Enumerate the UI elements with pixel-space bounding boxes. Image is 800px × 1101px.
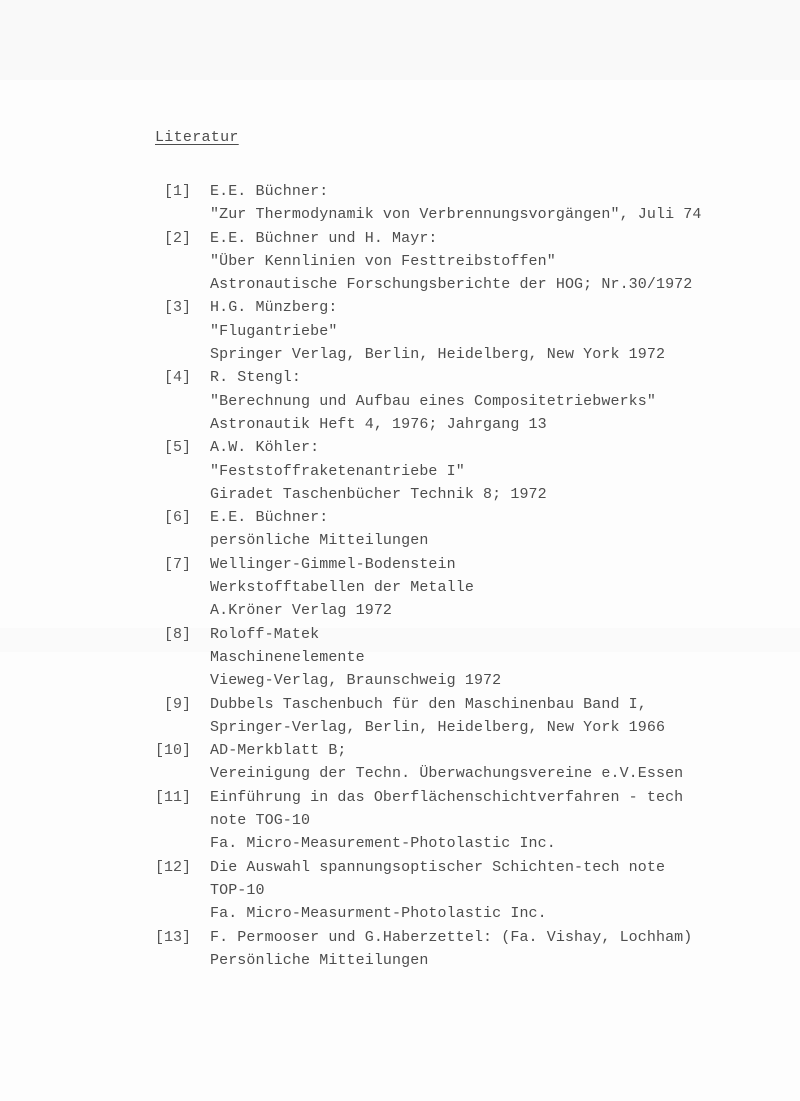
reference-line: "Flugantriebe" (210, 322, 338, 340)
reference-item (155, 296, 775, 366)
reference-list (155, 180, 775, 972)
reference-item (155, 506, 775, 553)
reference-line: persönliche Mitteilungen (210, 532, 429, 550)
reference-number: [12] (155, 858, 192, 876)
reference-text (210, 786, 683, 856)
reference-line: Fa. Micro-Measurement-Photolastic Inc. (210, 835, 556, 853)
reference-item (155, 180, 775, 227)
reference-line: Maschinenelemente (210, 648, 365, 666)
reference-line: Werkstofftabellen der Metalle (210, 579, 474, 597)
reference-number: [9] (163, 695, 191, 713)
scan-shading-top (0, 0, 800, 80)
reference-line: Wellinger-Gimmel-Bodenstein (210, 555, 456, 573)
reference-line: note TOG-10 (210, 812, 311, 830)
reference-number: [2] (163, 229, 191, 247)
reference-item (155, 366, 775, 436)
reference-line: Giradet Taschenbücher Technik 8; 1972 (210, 485, 547, 503)
reference-item (155, 623, 775, 693)
page-title: Literatur (155, 129, 239, 146)
reference-line: "Über Kennlinien von Festtreibstoffen" (210, 252, 556, 270)
reference-line: Vereinigung der Techn. Überwachungsvereine e.V.Essen (210, 765, 684, 783)
reference-number: [5] (163, 439, 191, 457)
reference-number: [8] (163, 625, 191, 643)
reference-line: F. Permooser und G.Haberzettel: (Fa. Vishay, Lochham) (210, 928, 693, 946)
reference-line: A.W. Köhler: (210, 439, 320, 457)
reference-text (210, 926, 692, 973)
reference-line: Die Auswahl spannungsoptischer Schichten-tech note (210, 858, 666, 876)
reference-item (155, 693, 775, 740)
reference-text (210, 366, 656, 436)
reference-line: Roloff-Matek (210, 625, 320, 643)
reference-line: AD-Merkblatt B; (210, 742, 347, 760)
reference-number: [13] (155, 928, 192, 946)
reference-number: [3] (163, 299, 191, 317)
reference-text (210, 739, 683, 786)
reference-item (155, 856, 775, 926)
reference-item (155, 436, 775, 506)
reference-line: "Zur Thermodynamik von Verbrennungsvorgängen", Juli 74 (210, 206, 702, 224)
reference-line: R. Stengl: (210, 369, 302, 387)
reference-text (210, 296, 665, 366)
reference-item (155, 786, 775, 856)
reference-line: E.E. Büchner: (210, 509, 329, 527)
reference-number: [11] (155, 788, 192, 806)
reference-line: Astronautik Heft 4, 1976; Jahrgang 13 (210, 415, 547, 433)
reference-line: H.G. Münzberg: (210, 299, 338, 317)
reference-text (210, 856, 665, 926)
reference-line: "Berechnung und Aufbau eines Compositetriebwerks" (210, 392, 656, 410)
reference-item (155, 739, 775, 786)
reference-line: E.E. Büchner und H. Mayr: (210, 229, 438, 247)
reference-number: [1] (163, 183, 191, 200)
reference-line: Springer Verlag, Berlin, Heidelberg, New York 1972 (210, 346, 666, 364)
reference-text (210, 227, 692, 297)
reference-item (155, 926, 775, 973)
reference-number: [10] (155, 742, 192, 760)
reference-line: Fa. Micro-Measurment-Photolastic Inc. (210, 905, 547, 923)
reference-line: "Feststoffraketenantriebe I" (210, 462, 465, 480)
reference-item (155, 553, 775, 623)
reference-text (210, 623, 501, 693)
reference-text (210, 553, 474, 623)
reference-line: Dubbels Taschenbuch für den Maschinenbau Band I, (210, 695, 647, 713)
reference-line: A.Kröner Verlag 1972 (210, 602, 393, 620)
reference-line: Persönliche Mitteilungen (210, 951, 429, 969)
reference-line: E.E. Büchner: (210, 183, 329, 200)
reference-line: Einführung in das Oberflächenschichtverfahren - tech (210, 788, 684, 806)
reference-text (210, 436, 547, 506)
reference-line: Vieweg-Verlag, Braunschweig 1972 (210, 672, 502, 690)
reference-text (210, 506, 428, 553)
reference-line: Astronautische Forschungsberichte der HOG; Nr.30/1972 (210, 276, 693, 294)
reference-item (155, 227, 775, 297)
reference-text (210, 693, 665, 740)
reference-text (210, 180, 701, 227)
reference-line: TOP-10 (210, 881, 265, 899)
reference-number: [7] (163, 555, 191, 573)
reference-number: [4] (163, 369, 191, 387)
reference-line: Springer-Verlag, Berlin, Heidelberg, New York 1966 (210, 718, 666, 736)
reference-number: [6] (163, 509, 191, 527)
